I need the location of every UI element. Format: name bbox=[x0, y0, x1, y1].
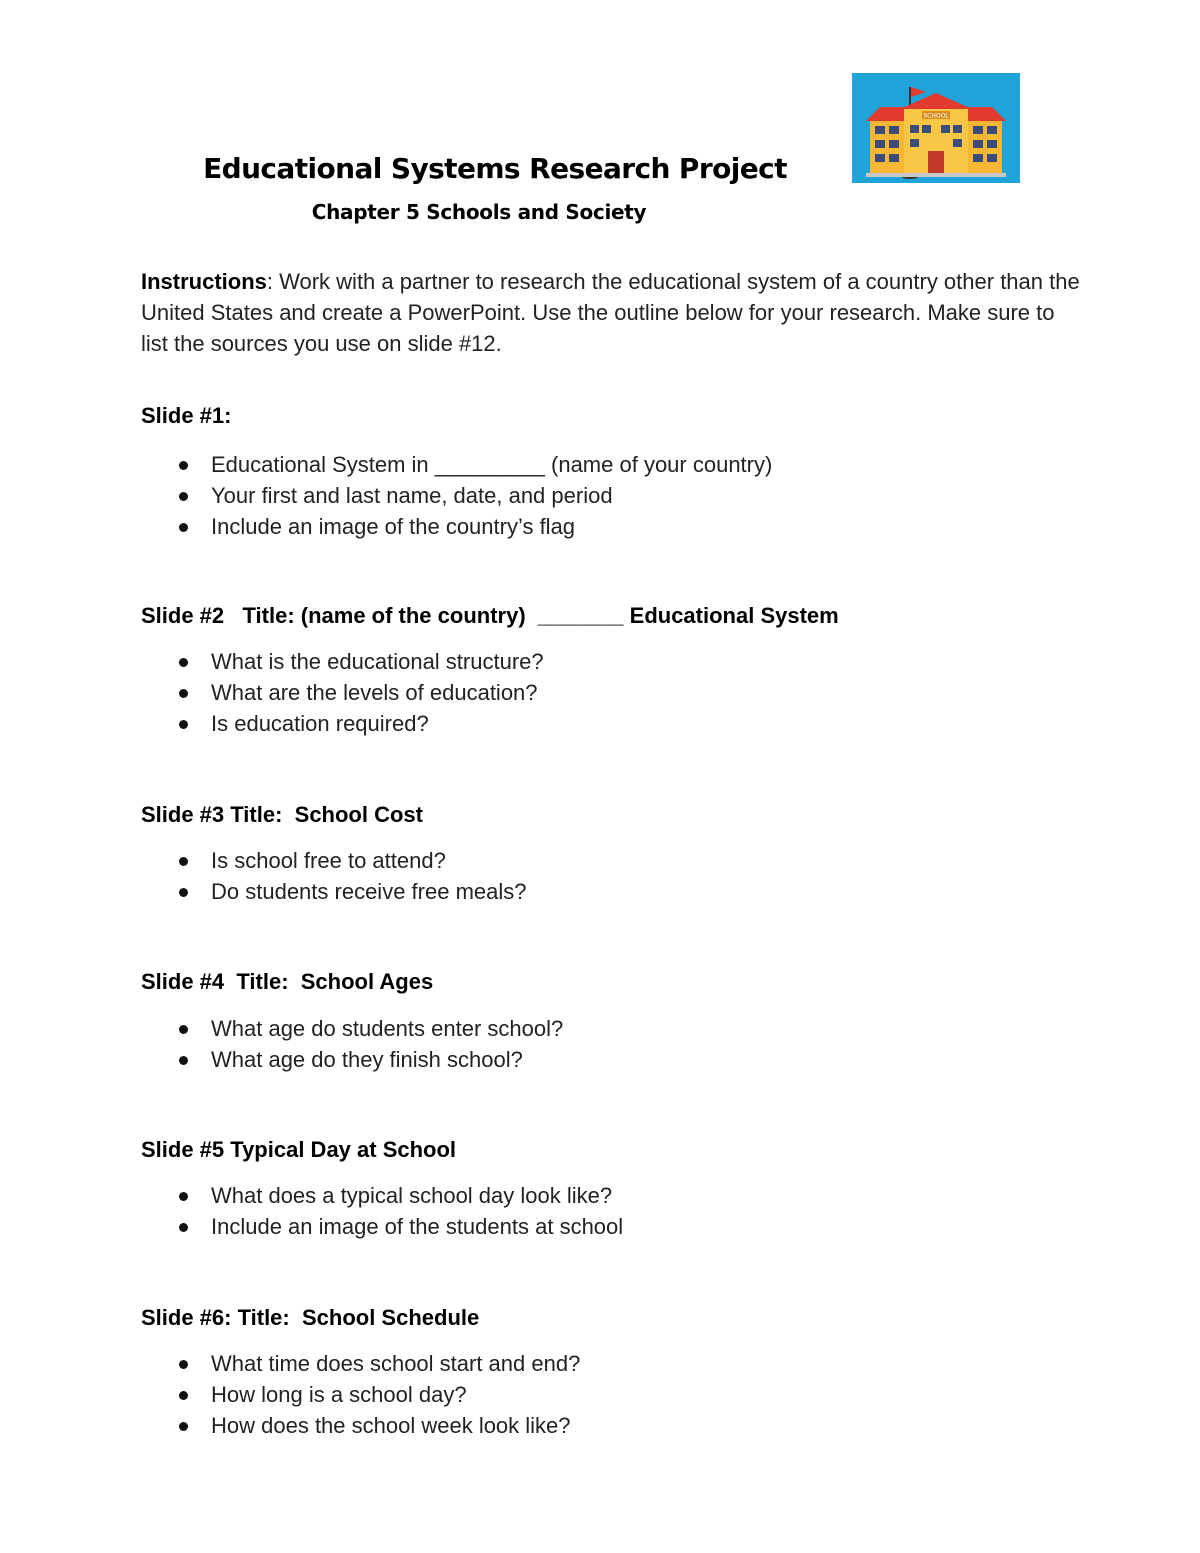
slide-2-heading: Slide #2 Title: (name of the country) _______ Educational System bbox=[141, 603, 839, 628]
slide-3-heading: Slide #3 Title: School Cost bbox=[141, 802, 423, 827]
list-item: What time does school start and end? bbox=[141, 1348, 580, 1379]
list-item: Is education required? bbox=[141, 708, 544, 739]
list-item: Educational System in _________ (name of your country) bbox=[141, 449, 772, 480]
list-item: What age do they finish school? bbox=[141, 1044, 563, 1075]
slide-3-list bbox=[141, 845, 527, 907]
list-item: What age do students enter school? bbox=[141, 1013, 563, 1044]
list-item: What is the educational structure? bbox=[141, 646, 544, 677]
slide-1-list bbox=[141, 449, 772, 542]
slide-6-heading: Slide #6: Title: School Schedule bbox=[141, 1305, 480, 1330]
document-title: Educational Systems Research Project bbox=[203, 152, 787, 185]
list-item: Your first and last name, date, and period bbox=[141, 480, 772, 511]
instructions-text: : Work with a partner to research the educational system of a country other than the United States and create a PowerPoint. Use the outline below for your research. Make sure to list the sources you use on slide #12. bbox=[141, 269, 1080, 356]
list-item: What does a typical school day look like? bbox=[141, 1180, 623, 1211]
school-building-icon bbox=[852, 73, 1020, 183]
document-subtitle: Chapter 5 Schools and Society bbox=[311, 200, 647, 224]
list-item: Include an image of the country’s flag bbox=[141, 511, 772, 542]
slide-5-heading: Slide #5 Typical Day at School bbox=[141, 1137, 457, 1162]
list-item: Include an image of the students at school bbox=[141, 1211, 623, 1242]
slide-4-heading: Slide #4 Title: School Ages bbox=[141, 969, 434, 994]
slide-4-list bbox=[141, 1013, 563, 1075]
slide-2-list bbox=[141, 646, 544, 739]
list-item: What are the levels of education? bbox=[141, 677, 544, 708]
slide-6-list bbox=[141, 1348, 580, 1441]
instructions-label: Instructions bbox=[141, 269, 267, 294]
slide-1-heading: Slide #1: bbox=[141, 403, 232, 428]
slide-5-list bbox=[141, 1180, 623, 1242]
school-sign-text: SCHOOL bbox=[923, 112, 949, 120]
list-item: Is school free to attend? bbox=[141, 845, 527, 876]
instructions-paragraph bbox=[141, 266, 1081, 359]
list-item: How long is a school day? bbox=[141, 1379, 580, 1410]
list-item: How does the school week look like? bbox=[141, 1410, 580, 1441]
list-item: Do students receive free meals? bbox=[141, 876, 527, 907]
